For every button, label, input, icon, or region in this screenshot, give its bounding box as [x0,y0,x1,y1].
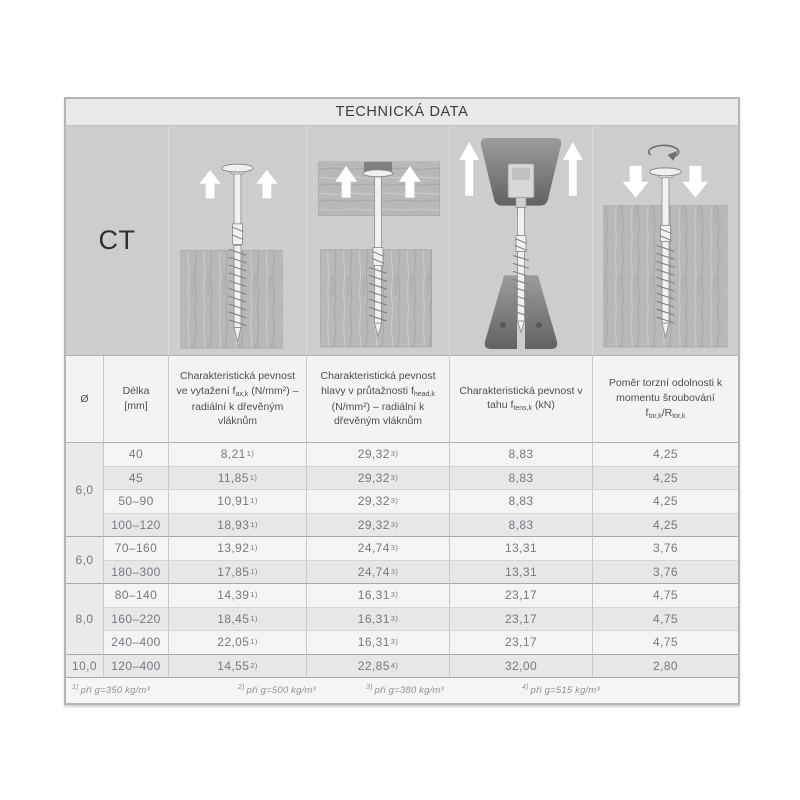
fax-value: 17,85 1) [169,561,307,585]
length-value: 160–220 [104,608,169,632]
ftens-value: 13,31 [450,537,593,561]
diameter-group: 6,0 [66,537,104,584]
diameter-group: 10,0 [66,655,104,679]
ftor-value: 4,75 [593,631,738,655]
fax-value: 8,21 1) [169,443,307,467]
ftor-value: 4,75 [593,608,738,632]
col-header-diameter: Ø [66,356,104,443]
footnotes-row [66,678,738,703]
col-header-torque-ratio: Poměr torzní odolnosti k momentu šroubování $f_{tor,k}/R_{tor,k}$ [593,356,738,443]
fhead-value: 29,32 3) [307,467,450,491]
footnote: $^{4)}$ při g=515 kg/m³ [522,684,600,697]
diameter-group: 8,0 [66,584,104,655]
fhead-value: 29,32 3) [307,443,450,467]
pull-up-arrow-icon [256,170,278,198]
ftens-value: 8,83 [450,467,593,491]
col-header-length: Délka [mm] [104,356,169,443]
fax-value: 10,91 1) [169,490,307,514]
ftor-value: 3,76 [593,537,738,561]
wood-block [181,250,283,348]
fhead-value: 16,31 3) [307,608,450,632]
ftens-value: 32,00 [450,655,593,679]
torsion-test-illustration [593,126,738,356]
fax-value: 14,39 1) [169,584,307,608]
length-value: 80–140 [104,584,169,608]
rotation-arrow-icon [649,145,679,160]
technical-data-sheet [64,97,740,705]
ftens-value: 8,83 [450,490,593,514]
pull-up-arrow-icon [459,142,479,196]
tension-test-illustration [450,126,593,356]
push-down-arrow-icon [682,166,708,198]
fax-value: 14,55 2) [169,655,307,679]
footnote: $^{2)}$ při g=500 kg/m³ [238,684,316,697]
length-value: 240–400 [104,631,169,655]
ftor-value: 2,80 [593,655,738,679]
fhead-value: 16,31 3) [307,631,450,655]
ftor-value: 4,25 [593,443,738,467]
fhead-value: 24,74 3) [307,561,450,585]
ftens-value: 8,83 [450,443,593,467]
fax-value: 18,93 1) [169,514,307,538]
length-value: 70–160 [104,537,169,561]
length-value: 180–300 [104,561,169,585]
fhead-value: 22,85 4) [307,655,450,679]
diameter-group: 6,0 [66,443,104,537]
fax-value: 13,92 1) [169,537,307,561]
product-code-label: CT [66,126,169,356]
fhead-value: 29,32 3) [307,490,450,514]
ftor-value: 4,25 [593,467,738,491]
pull-up-arrow-icon [199,170,221,198]
col-header-tensile-strength: Charakteristická pevnost v tahu $f_{tens,k}$ (kN) [450,356,593,443]
ftor-value: 4,75 [593,584,738,608]
head-pull-through-test-illustration [307,126,450,356]
fax-value: 22,05 1) [169,631,307,655]
ftens-value: 8,83 [450,514,593,538]
ftens-value: 23,17 [450,631,593,655]
footnote: $^{3)}$ při g=380 kg/m³ [366,684,444,697]
pull-out-test-illustration [169,126,307,356]
fhead-value: 24,74 3) [307,537,450,561]
ftor-value: 4,25 [593,514,738,538]
technical-data-table [66,126,738,678]
footnote: $^{1)}$ při g=350 kg/m³ [72,684,150,697]
screw-head-in-socket [512,168,530,180]
clamp-hole [536,322,542,328]
clamp-hole [500,322,506,328]
fhead-value: 29,32 3) [307,514,450,538]
ftor-value: 3,76 [593,561,738,585]
ftens-value: 13,31 [450,561,593,585]
length-value: 40 [104,443,169,467]
fax-value: 11,85 1) [169,467,307,491]
ftens-value: 23,17 [450,584,593,608]
ftens-value: 23,17 [450,608,593,632]
fhead-value: 16,31 3) [307,584,450,608]
length-value: 45 [104,467,169,491]
ftor-value: 4,25 [593,490,738,514]
length-value: 50–90 [104,490,169,514]
pull-up-arrow-icon [563,142,583,196]
push-down-arrow-icon [623,166,649,198]
length-value: 100–120 [104,514,169,538]
col-header-head-pull-through-strength: Charakteristická pevnost hlavy v průtažnosti $f_{head,k}$ (N/mm²) – radiální k dřevěným vláknům [307,356,450,443]
page-title: TECHNICKÁ DATA [66,99,738,126]
fax-value: 18,45 1) [169,608,307,632]
col-header-withdrawal-strength: Charakteristická pevnost ve vytažení $f_{ax,k}$ (N/mm²) – radiální k dřevěným vláknům [169,356,307,443]
length-value: 120–400 [104,655,169,679]
